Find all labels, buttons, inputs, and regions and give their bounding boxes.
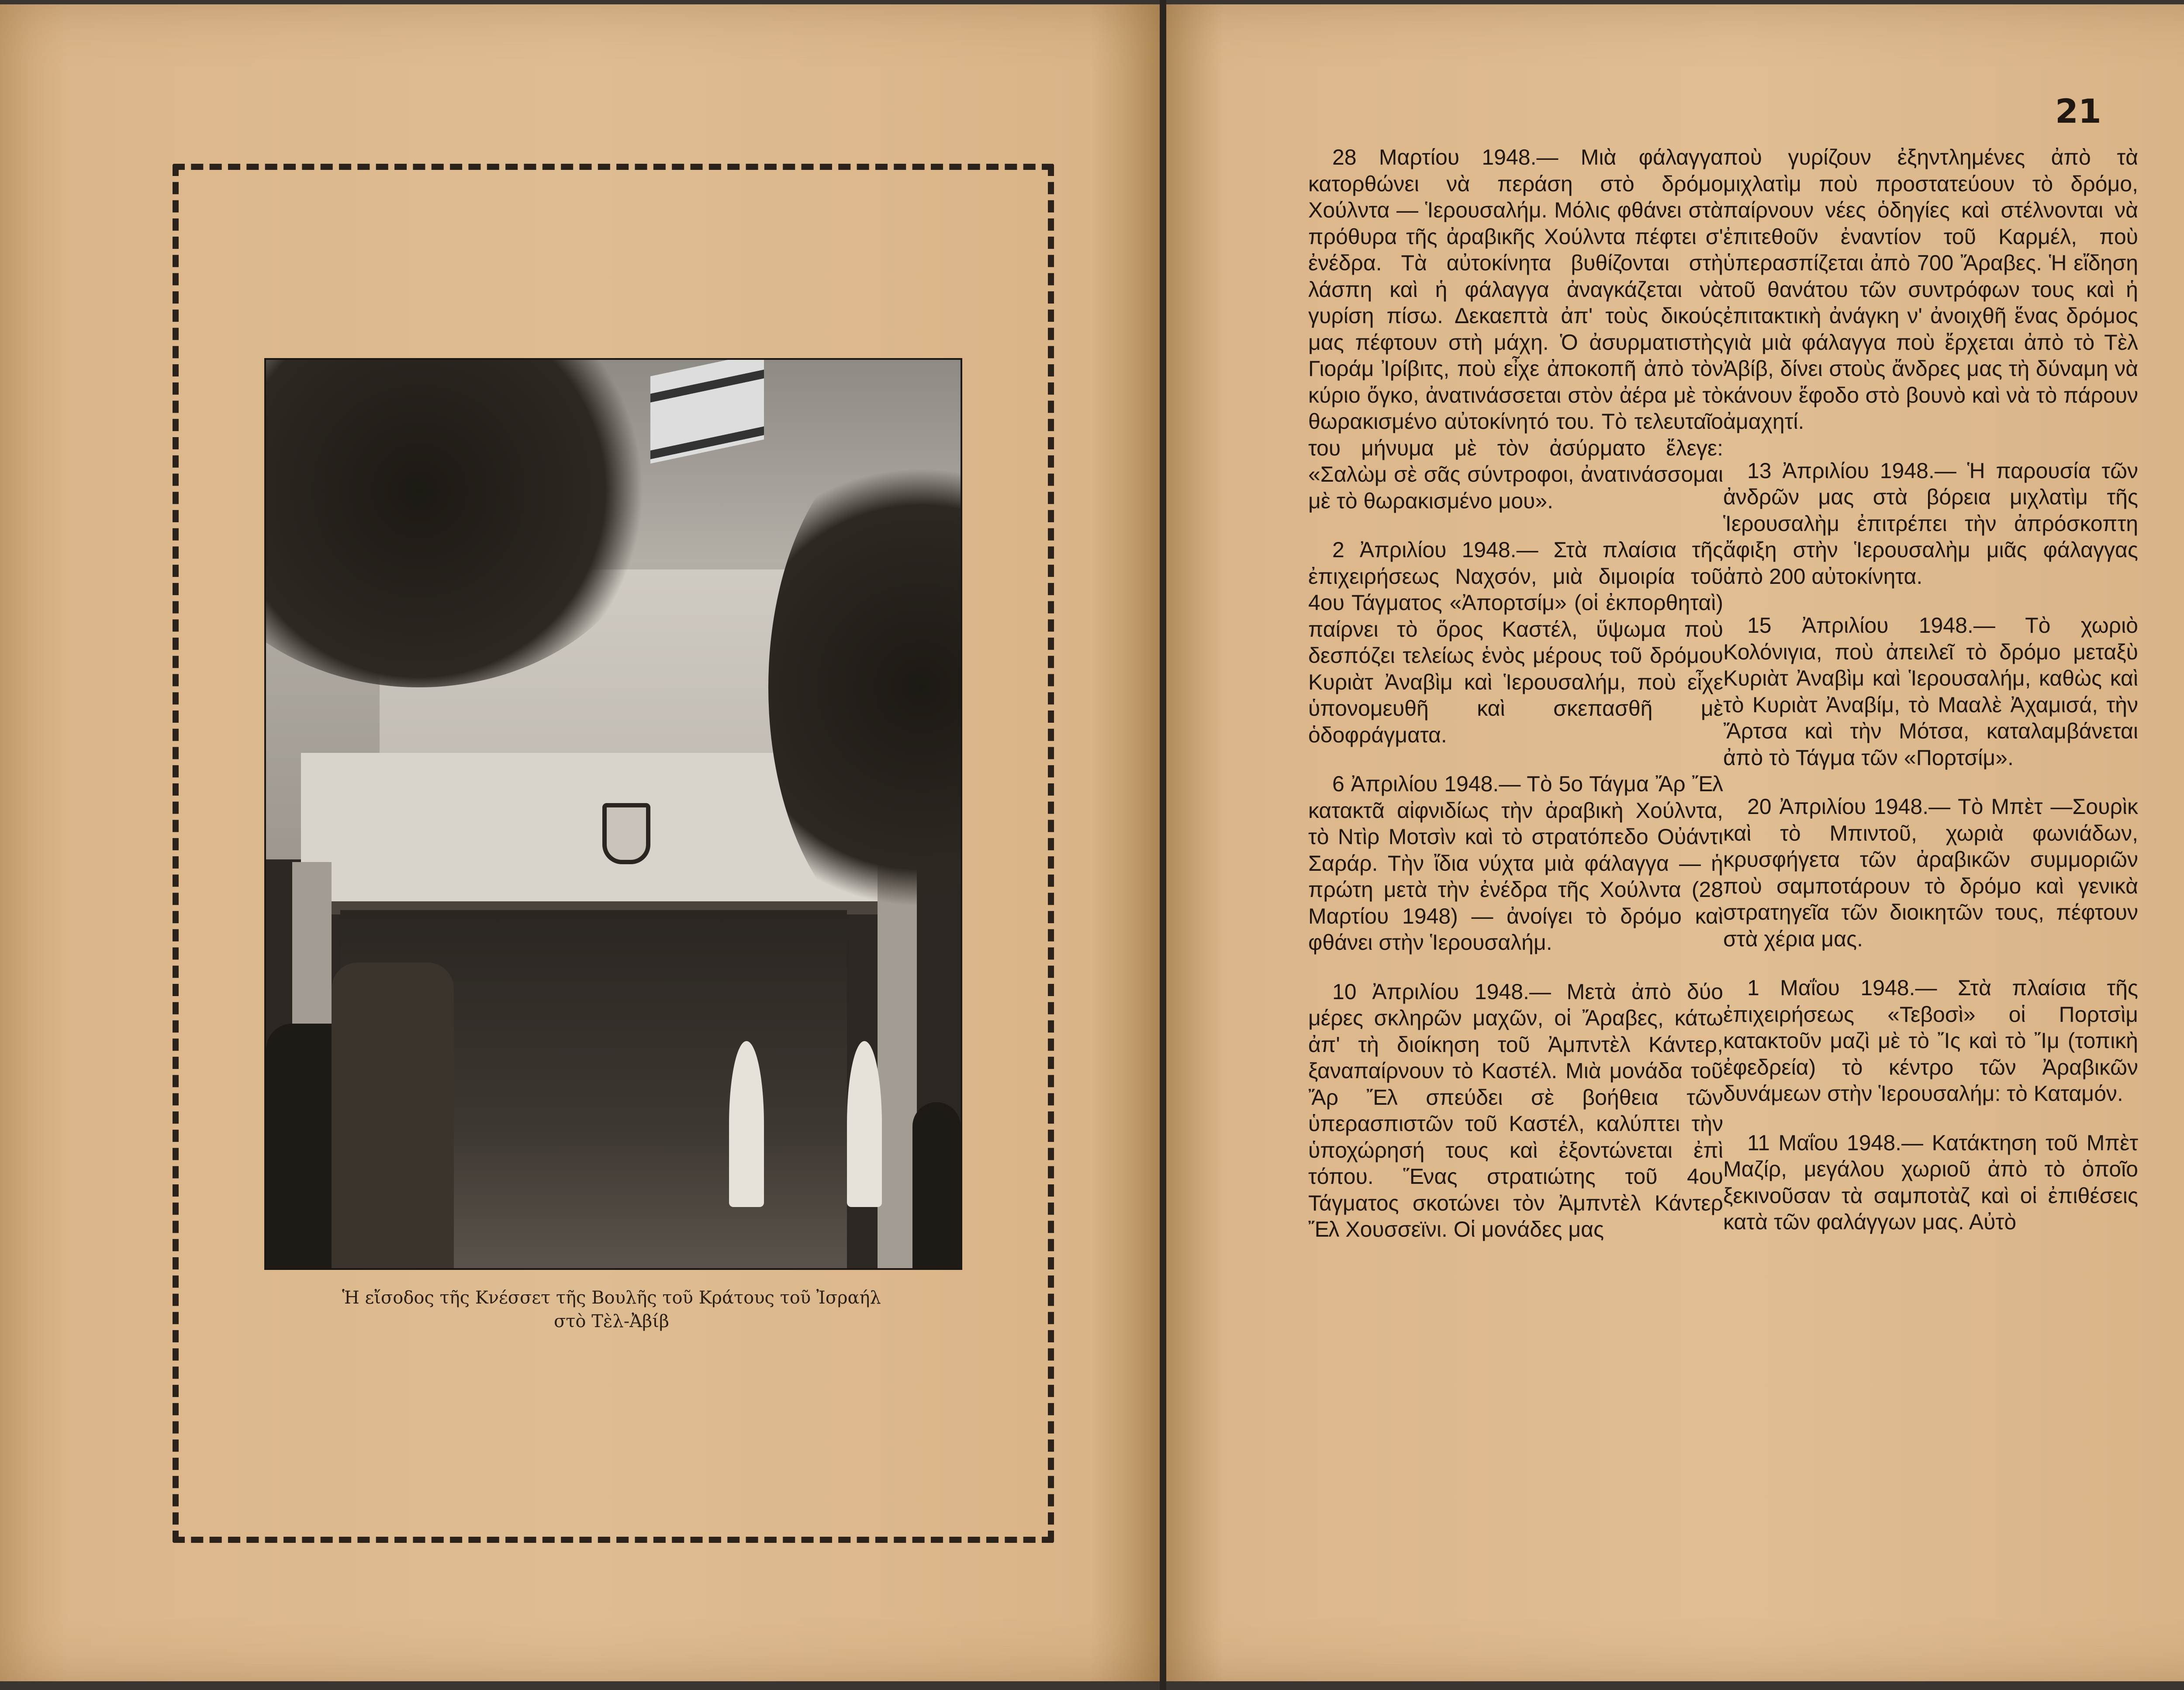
paragraph-20-april: 20 Ἀπριλίου 1948.— Τὸ Μπὲτ —Σουρὶκ καὶ τὸ Μπιντοῦ, χωριὰ φωνιάδων, κρυσφήγετα τῶν ἀραβικῶν συμμοριῶν ποὺ σαμποτάρουν τὸ δρόμο καὶ γενικὰ στρατηγεῖα τῶν διοικητῶν τους, πέφτουν στὰ χέρια μας. (1723, 794, 2138, 951)
book-spine (1160, 0, 1166, 1690)
emblem-icon (602, 803, 650, 864)
photo-figure-2 (332, 962, 454, 1268)
photo-covered-statue-1 (729, 1041, 764, 1207)
paragraph-continuation: ποὺ γυρίζουν ἐξηντλημένες ἀπὸ τὰ μιχλατὶμ ποὺ προστατεύουν τὸ δρόμο, παίρνουν νέες ὁδηγίες καὶ στέλνονται νὰ ἐπιτεθοῦν ἐναντίον τοῦ Καρμέλ, ποὺ ὑπερασπίζεται ἀπὸ 700 Ἄραβες. Ἡ εἴδηση τοῦ θανάτου τῶν συντρόφων τους καὶ ἡ ἐπιτακτικὴ ἀνάγκη ν' ἀνοιχθῆ ἕνας δρόμος γιὰ μιὰ φάλαγγα ποὺ ἔρχεται ἀπὸ τὸ Τὲλ Ἀβίβ, δίνει στοὺς ἄνδρες μας τὴ δύναμη νὰ κάνουν ἔφοδο στὸ βουνὸ καὶ νὰ τὸ πάρουν ἀμαχητί. (1723, 145, 2138, 434)
photo-caption-line2: στὸ Τὲλ-Ἀβίβ (553, 1311, 670, 1331)
knesset-entrance-photo (264, 358, 962, 1270)
text-column-2 (1723, 144, 2138, 1258)
paragraph-28-march: 28 Μαρτίου 1948.— Μιὰ φάλαγγα κατορθώνει νὰ περάση στὸ δρόμο Χούλντα — Ἱερουσαλήμ. Μόλις φθάνει στὰ πρόθυρα τῆς ἀραβικῆς Χούλντα πέφτει σ' ἐνέδρα. Τὰ αὐτοκίνητα βυθίζονται στὴ λάσπη καὶ ἡ φάλαγγα ἀναγκάζεται νὰ γυρίση πίσω. Δεκαεπτὰ ἀπ' τοὺς δικούς μας πέφτουν στὴ μάχη. Ὁ ἀσυρματιστὴς Γιοράμ Ἰρίβιτς, ποὺ εἶχε ἀποκοπῆ ἀπὸ τὸν κύριο ὄγκο, ἀνατινάσσεται στὸν ἀέρα μὲ τὸ θωρακισμένο αὐτοκίνητό του. Τὸ τελευταῖο του μήνυμα μὲ τὸν ἀσύρματο ἔλεγε: «Σαλὼμ σὲ σᾶς σύντροφοι, ἀνατινάσσομαι μὲ τὸ θωρακισμένο μου». (1308, 145, 1723, 513)
paragraph-10-april: 10 Ἀπριλίου 1948.— Μετὰ ἀπὸ δύο μέρες σκληρῶν μαχῶν, οἱ Ἄραβες, κάτω ἀπ' τὴ διοίκηση τοῦ Ἀμπντὲλ Κάντερ, ξαναπαίρνουν τὸ Καστέλ. Μιὰ μονάδα τοῦ Ἄρ Ἔλ σπεύδει σὲ βοήθεια τῶν ὑπερασπιστῶν τοῦ Καστέλ, καλύπτει τὴν ὑποχώρησή τους καὶ ἐξοντώνεται ἐπὶ τόπου. Ἕνας στρατιώτης τοῦ 4ου Τάγματος σκοτώνει τὸν Ἀμπντὲλ Κάντερ Ἔλ Χουσσεϊνι. Οἱ μονάδες μας (1308, 979, 1723, 1242)
page-number: 21 (2055, 92, 2101, 131)
photo-covered-statue-2 (847, 1041, 882, 1207)
photo-figure-3 (912, 1102, 961, 1268)
photo-caption (245, 1286, 978, 1333)
paragraph-13-april: 13 Ἀπριλίου 1948.— Ἡ παρουσία τῶν ἀνδρῶν μας στὰ βόρεια μιχλατὶμ τῆς Ἱερουσαλὴμ ἐπιτρέπει τὴν ἀπρόσκοπτη ἄφιξη στὴν Ἱερουσαλὴμ μιᾶς φάλαγγας ἀπὸ 200 αὐτοκίνητα. (1723, 458, 2138, 589)
paragraph-2-april: 2 Ἀπριλίου 1948.— Στὰ πλαίσια τῆς ἐπιχειρήσεως Ναχσόν, μιὰ διμοιρία τοῦ 4ου Τάγματος «Ἀπορτσίμ» (οἱ ἐκπορθηταὶ) παίρνει τὸ ὄρος Καστέλ, ὕψωμα ποὺ δεσπόζει τελείως ἑνὸς μέρους τοῦ δρόμου Κυριὰτ Ἀναβὶμ καὶ Ἱερουσαλήμ, ποὺ εἶχε ὑπονομευθῆ καὶ σκεπασθῆ μὲ ὁδοφράγματα. (1308, 538, 1723, 747)
paragraph-11-may: 11 Μαΐου 1948.— Κατάκτηση τοῦ Μπὲτ Μαζίρ, μεγάλου χωριοῦ ἀπὸ τὸ ὁποῖο ξεκινοῦσαν τὰ σαμποτὰζ καὶ οἱ ἐπιθέσεις κατὰ τῶν φαλάγγων μας. Αὐτὸ (1723, 1130, 2138, 1234)
text-column-1 (1308, 144, 1723, 1266)
paragraph-1-may: 1 Μαΐου 1948.— Στὰ πλαίσια τῆς ἐπιχειρήσεως «Τεβοσὶ» οἱ Πορτσὶμ κατακτοῦν μαζὶ μὲ τὸ Ἴς καὶ τὸ Ἴμ (τοπικὴ ἐφεδρεία) τὸ κέντρο τῶν Ἀραβικῶν δυνάμεων στὴν Ἱερουσαλήμ: τὸ Καταμόν. (1723, 976, 2138, 1106)
paragraph-6-april: 6 Ἀπριλίου 1948.— Τὸ 5ο Τάγμα Ἄρ Ἔλ κατακτᾶ αἰφνιδίως τὴν ἀραβικὴ Χούλντα, τὸ Ντὶρ Μοτσὶν καὶ τὸ στρατόπεδο Οὐάντι Σαράρ. Τὴν ἴδια νύχτα μιὰ φάλαγγα — ἡ πρώτη μετὰ τὴν ἐνέδρα τῆς Χούλντα (28 Μαρτίου 1948) — ἀνοίγει τὸ δρόμο καὶ φθάνει στὴν Ἱερουσαλήμ. (1308, 772, 1723, 955)
paragraph-15-april: 15 Ἀπριλίου 1948.— Τὸ χωριὸ Κολόνιγια, ποὺ ἀπειλεῖ τὸ δρόμο μεταξὺ Κυριὰτ Ἀναβὶμ καὶ Ἱερουσαλήμ, καθὼς καὶ τὸ Κυριὰτ Ἀναβίμ, τὸ Μααλὲ Ἀχαμισά, τὴν Ἄρτσα καὶ τὴν Μότσα, καταλαμβάνεται ἀπὸ τὸ Τάγμα τῶν «Πορτσίμ». (1723, 613, 2138, 770)
photo-caption-line1: Ἡ εἴσοδος τῆς Κνέσσετ τῆς Βουλῆς τοῦ Κράτους τοῦ Ἰσραήλ (342, 1288, 881, 1308)
